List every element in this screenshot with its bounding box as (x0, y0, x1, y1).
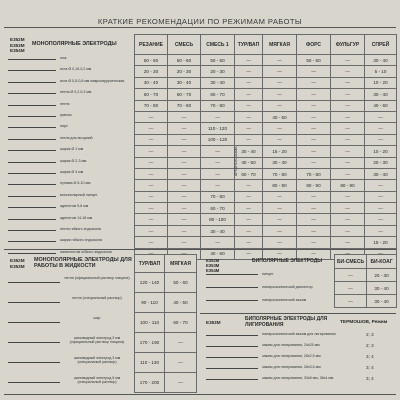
table-cell: 60 - 70 (201, 89, 235, 100)
table-cell: — (297, 111, 331, 122)
table-cell: — (263, 66, 297, 77)
column-header: ТУР/ВАП (235, 35, 263, 55)
column-header: РЕЗАНИЕ (135, 35, 168, 55)
table-row (135, 111, 397, 122)
table-cell: — (365, 180, 397, 191)
mono-header-row (135, 35, 397, 55)
table-cell: 60 - 70 (235, 168, 263, 179)
column-header: МЯГКАЯ (165, 255, 197, 273)
bipolar-models (206, 258, 219, 273)
table-cell: 80 - 90 (331, 180, 365, 191)
model-label: Е354М (10, 48, 25, 54)
table-cell: — (235, 248, 263, 259)
table-cell: — (331, 214, 365, 225)
table-cell: 70 - 80 (135, 100, 168, 111)
table-cell: 30 - 40 (168, 77, 201, 88)
table-cell: — (297, 203, 331, 214)
table-cell: 60 - 70 (165, 313, 197, 333)
table-cell: 15 - 20 (365, 237, 397, 248)
table-cell: 40 - 50 (263, 111, 297, 122)
electrode-illustration (8, 342, 60, 343)
table-cell: — (135, 180, 168, 191)
table-cell: — (135, 146, 168, 157)
table-row (135, 168, 397, 179)
electrode-illustration (206, 346, 258, 347)
liquid-table (134, 254, 197, 393)
table-cell: 80 - 90 (297, 180, 331, 191)
table-cell: 80 - 90 (263, 180, 297, 191)
table-cell: — (168, 225, 201, 236)
table-cell: — (135, 134, 168, 145)
table-cell: 15 - 20 (263, 146, 297, 157)
electrode-label: аденотом 14-18 мм (60, 215, 93, 220)
electrode-illustration (8, 253, 56, 254)
table-cell: 110 - 120 (201, 123, 235, 134)
electrode-illustration (8, 93, 56, 94)
electrode-label: нож (60, 56, 67, 60)
table-cell: — (331, 191, 365, 202)
model-label: Е352М (10, 37, 25, 42)
electrode-label: аденотом 5-8 мм (60, 204, 89, 209)
table-cell: — (165, 353, 197, 373)
table-row (135, 77, 397, 88)
table-cell: — (135, 111, 168, 122)
table-cell: 20 - 30 (367, 269, 397, 282)
table-row (135, 123, 397, 134)
table-row (135, 237, 397, 248)
electrode-label: шар (93, 316, 101, 320)
table-cell: — (331, 100, 365, 111)
table-cell: 50 - 60 (168, 55, 201, 66)
table-cell: 10 - 20 (365, 77, 397, 88)
electrode-illustration (8, 116, 56, 117)
table-cell: — (263, 248, 297, 259)
electrode-illustration (8, 184, 56, 185)
table-cell: 50 - 60 (135, 55, 168, 66)
table-cell: — (297, 89, 331, 100)
electrode-label: игла Ø 0,15-0,2 мм (60, 67, 92, 72)
electrode-label: папиллотом гибкого эндоскопа (60, 249, 112, 254)
table-cell: — (135, 225, 168, 236)
table-cell: — (135, 168, 168, 179)
table-cell: 30 - 40 (365, 168, 397, 179)
table-row (135, 225, 397, 236)
table-row (335, 282, 397, 295)
table-cell: — (235, 225, 263, 236)
model-label: Е352М (10, 258, 25, 263)
electrode-illustration (8, 127, 56, 128)
table-cell: 100 - 110 (135, 313, 165, 333)
table-cell: 50 - 60 (165, 273, 197, 293)
table-cell: — (263, 77, 297, 88)
electrode-label: игла Ø 0,5-0,8 мм микрохирургическая (60, 78, 125, 83)
table-row (135, 333, 197, 353)
electrode-illustration (8, 362, 60, 363)
electrode-label: крючок (60, 113, 72, 117)
electrode-illustration (8, 230, 56, 231)
column-header: СПРЕЙ (365, 35, 397, 55)
table-cell: — (263, 203, 297, 214)
table-row (135, 373, 197, 393)
table-cell: — (263, 191, 297, 202)
table-cell: 30 - 40 (365, 55, 397, 66)
table-cell: 80 - 100 (201, 214, 235, 225)
electrode-illustration (8, 322, 60, 323)
table-cell: — (331, 77, 365, 88)
table-cell: 30 - 40 (367, 282, 397, 295)
table-cell: — (168, 157, 201, 168)
table-cell: 10 - 20 (365, 146, 397, 157)
table-cell: 20 - 30 (365, 157, 397, 168)
table-row (135, 313, 197, 333)
electrode-illustration (206, 379, 258, 380)
section-rule (200, 313, 396, 314)
table-cell: 40 - 50 (235, 157, 263, 168)
mono-models (10, 37, 25, 54)
argon-plasma-label: АРГОНОПЛАЗМА (234, 146, 238, 176)
table-row (135, 66, 397, 77)
table-cell: 60 - 70 (135, 89, 168, 100)
table-cell: — (168, 237, 201, 248)
model-label: Е352М (206, 258, 220, 263)
column-header: ФОРС (297, 35, 331, 55)
table-cell: — (235, 191, 263, 202)
model-label: Е353М (206, 320, 221, 325)
bottom-rule (4, 394, 396, 395)
electrode-illustration (206, 368, 258, 369)
table-cell: — (297, 157, 331, 168)
table-cell: — (365, 191, 397, 202)
table-cell: — (235, 123, 263, 134)
table-row (135, 157, 397, 168)
table-cell: — (331, 157, 365, 168)
thermoseal-mode: 3; 4 (366, 365, 374, 370)
table-row (135, 353, 197, 373)
table-cell: 20 - 30 (135, 66, 168, 77)
table-cell: 30 - 40 (235, 146, 263, 157)
table-cell: — (168, 146, 201, 157)
table-cell: — (297, 237, 331, 248)
electrode-illustration (206, 287, 258, 288)
table-cell: — (135, 237, 168, 248)
table-cell: — (297, 100, 331, 111)
table-cell: — (168, 168, 201, 179)
table-cell: 40 - 60 (201, 248, 235, 259)
table-cell: — (263, 225, 297, 236)
table-row (335, 295, 397, 308)
table-cell: — (168, 191, 201, 202)
electrode-label: зажим для лигирования, 28х2,5 мм (262, 354, 321, 358)
table-row (135, 55, 397, 66)
table-cell: — (168, 180, 201, 191)
table-cell: 30 - 40 (201, 77, 235, 88)
column-header: СМЕСЬ (168, 35, 201, 55)
table-cell: — (297, 66, 331, 77)
table-cell: — (297, 214, 331, 225)
table-cell: 70 - 80 (201, 100, 235, 111)
table-cell: — (331, 55, 365, 66)
table-cell: 40 - 60 (365, 100, 397, 111)
table-cell: — (263, 55, 297, 66)
electrode-label: шиповидный электрод 5 мм (специальный раствор) (73, 376, 121, 384)
table-cell: — (335, 295, 367, 308)
table-cell: — (201, 157, 235, 168)
table-cell: — (135, 123, 168, 134)
electrode-label: пуговка Ø 6-10 мм (60, 181, 91, 186)
table-cell: — (135, 191, 168, 202)
electrode-label: петля для эксцизий (60, 135, 93, 140)
table-cell: — (263, 134, 297, 145)
table-cell: 60 - 70 (201, 203, 235, 214)
thermoseal-mode: 3; 4 (366, 376, 374, 381)
electrode-label: петля (официальный раствор глицина) (64, 276, 130, 280)
electrode-illustration (8, 139, 56, 140)
table-cell: 70 - 80 (263, 168, 297, 179)
model-label: Е354М (206, 268, 220, 273)
electrode-label: зажим для лигирования, 33х8 мм, 38х4 мм (262, 376, 334, 380)
table-cell: — (165, 333, 197, 353)
table-row (135, 100, 397, 111)
thermoseal-mode: 2; 3 (366, 343, 374, 348)
electrode-label: петля (специальный раствор) (72, 296, 122, 300)
table-cell: — (297, 225, 331, 236)
table-cell: — (263, 214, 297, 225)
electrode-illustration (8, 162, 56, 163)
table-row (135, 146, 397, 157)
table-cell: — (297, 134, 331, 145)
table-cell: — (297, 248, 331, 259)
ligation-heading: БИПОЛЯРНЫЕ ЭЛЕКТРОДЫ ДЛЯ ЛИГИРОВАНИЯ (245, 316, 328, 328)
electrode-illustration (8, 82, 56, 83)
electrode-illustration (8, 207, 56, 208)
table-cell: 170 - 200 (135, 373, 165, 393)
table-cell: 50 - 60 (201, 55, 235, 66)
table-cell: — (365, 111, 397, 122)
table-cell: 70 - 80 (201, 191, 235, 202)
table-row (135, 214, 397, 225)
table-row (135, 180, 397, 191)
table-cell: 90 - 110 (135, 293, 165, 313)
table-cell: — (201, 180, 235, 191)
table-cell: 70 - 80 (297, 168, 331, 179)
electrode-label: шарик Ø 2-3 мм (60, 158, 87, 163)
table-cell: — (235, 55, 263, 66)
electrode-label: петля Ø 0,2-0,3 мм (60, 90, 92, 95)
table-cell: — (365, 225, 397, 236)
table-cell: 5 - 10 (365, 66, 397, 77)
table-cell: — (235, 134, 263, 145)
column-header: БИ-СМЕСЬ (335, 255, 367, 269)
electrode-label: шарик Ø 4 мм (60, 170, 84, 174)
table-cell: — (331, 134, 365, 145)
model-label: Е353М (10, 263, 25, 269)
table-cell: — (235, 111, 263, 122)
column-header: ФУЛЬГУР (331, 35, 365, 55)
table-cell: — (263, 89, 297, 100)
table-cell: — (297, 191, 331, 202)
table-row (135, 203, 397, 214)
electrode-label: петля (60, 101, 70, 106)
table-cell: — (365, 123, 397, 134)
table-cell: — (263, 100, 297, 111)
bipolar-heading: БИПОЛЯРНЫЕ ЭЛЕКТРОДЫ (252, 258, 323, 264)
liquid-heading: МОНОПОЛЯРНЫЕ ЭЛЕКТРОДЫ ДЛЯ РАБОТЫ В ЖИДКОСТИ (34, 257, 132, 269)
electrode-illustration (8, 59, 56, 60)
table-cell: — (335, 282, 367, 295)
table-cell: 100 - 120 (201, 134, 235, 145)
table-cell: — (331, 237, 365, 248)
table-row (135, 191, 397, 202)
table-cell: — (201, 168, 235, 179)
table-cell: — (201, 237, 235, 248)
electrode-illustration (8, 150, 56, 151)
electrode-illustration (8, 241, 56, 242)
table-cell: — (365, 203, 397, 214)
table-cell: 30 - 40 (367, 295, 397, 308)
table-cell: — (168, 123, 201, 134)
table-cell: 60 - 70 (168, 89, 201, 100)
electrode-label: лапароскопический диссектор (262, 285, 313, 289)
table-cell: — (331, 203, 365, 214)
table-cell: — (335, 269, 367, 282)
table-cell: — (235, 66, 263, 77)
table-cell: — (235, 180, 263, 191)
electrode-illustration (8, 302, 60, 303)
electrode-illustration (8, 173, 56, 174)
table-cell: — (235, 214, 263, 225)
table-row (135, 134, 397, 145)
bipolar-header-row (335, 255, 397, 269)
liquid-models (10, 258, 25, 269)
column-header: МЯГКАЯ (263, 35, 297, 55)
table-cell: — (235, 203, 263, 214)
table-cell: — (235, 77, 263, 88)
page-title: КРАТКИЕ РЕКОМЕНДАЦИИ ПО РЕЖИМАМ РАБОТЫ (97, 17, 303, 26)
table-cell: — (365, 214, 397, 225)
table-row (135, 273, 197, 293)
table-row (135, 89, 397, 100)
table-cell: 30 - 40 (365, 89, 397, 100)
table-cell: — (331, 123, 365, 134)
column-header: БИ-КОАГ (367, 255, 397, 269)
electrode-illustration (8, 105, 56, 106)
table-cell: 30 - 40 (201, 225, 235, 236)
table-cell: — (168, 134, 201, 145)
model-label: Е353М (206, 263, 220, 268)
ligation-column-header: ТЕРМОШОВ, Режим (340, 320, 388, 325)
table-cell: 40 - 50 (165, 293, 197, 313)
table-cell: — (365, 134, 397, 145)
electrode-label: зажим для лигирования, 24х25 мм (262, 343, 320, 347)
electrode-illustration (206, 335, 258, 336)
electrode-illustration (8, 282, 60, 283)
table-cell: 50 - 60 (297, 55, 331, 66)
table-cell: — (331, 111, 365, 122)
table-cell: — (331, 89, 365, 100)
table-cell: — (235, 100, 263, 111)
table-cell: — (331, 66, 365, 77)
electrode-label: зажим для лигирования, 28х3,5 мм (262, 365, 321, 369)
ligation-models (206, 320, 221, 326)
table-cell: — (168, 214, 201, 225)
column-header: СМЕСЬ 1 (201, 35, 235, 55)
table-cell: — (331, 225, 365, 236)
table-cell: 110 - 130 (135, 353, 165, 373)
table-cell: — (135, 203, 168, 214)
liquid-header-row (135, 255, 197, 273)
table-cell: — (235, 237, 263, 248)
electrode-illustration (8, 70, 56, 71)
thermoseal-mode: 3; 4 (366, 354, 374, 359)
table-cell: — (135, 214, 168, 225)
table-cell: 30 - 40 (135, 77, 168, 88)
mono-table (134, 34, 397, 260)
table-cell: — (168, 203, 201, 214)
electrode-label: пинцет (262, 272, 274, 276)
table-cell: — (201, 146, 235, 157)
electrode-label: петля гибкого эндоскопа (60, 227, 101, 231)
electrode-illustration (8, 196, 56, 197)
table-row (335, 269, 397, 282)
electrode-label: лапароскопический зажим для лигирования (262, 332, 336, 336)
thermoseal-mode: 2; 3 (366, 332, 374, 337)
table-cell: — (235, 89, 263, 100)
table-cell: 170 - 190 (135, 333, 165, 353)
table-cell: — (297, 77, 331, 88)
electrode-label: шарик гибкого эндоскопа (60, 238, 102, 243)
table-cell: 70 - 80 (168, 100, 201, 111)
electrode-illustration (8, 382, 60, 383)
column-header: ТУР/ВАП (135, 255, 165, 273)
table-cell: 20 - 30 (168, 66, 201, 77)
mono-heading: МОНОПОЛЯРНЫЕ ЭЛЕКТРОДЫ (32, 41, 117, 47)
table-cell: — (331, 168, 365, 179)
electrode-label: шиповидный электрод 3 мм (официальный раствор глицина) (69, 336, 125, 344)
table-cell: 120 - 140 (135, 273, 165, 293)
table-cell: — (168, 111, 201, 122)
section-rule (4, 249, 396, 250)
electrode-label: лапароскопический зажим (262, 298, 307, 302)
electrode-label: шиповидный электрод 3 мм (специальный раствор) (73, 356, 121, 364)
title-rule (4, 27, 396, 28)
bipolar-table (334, 254, 397, 308)
table-cell: — (201, 111, 235, 122)
table-cell: — (135, 157, 168, 168)
table-cell: 20 - 30 (201, 66, 235, 77)
electrode-label: монополярный пинцет (60, 192, 98, 197)
table-cell: 30 - 40 (263, 157, 297, 168)
model-label: Е353М (10, 42, 25, 48)
electrode-label: пирс (60, 124, 68, 129)
table-cell: — (165, 373, 197, 393)
table-cell: — (297, 123, 331, 134)
electrode-illustration (206, 300, 258, 301)
table-cell: — (263, 123, 297, 134)
electrode-illustration (8, 219, 56, 220)
electrode-label: шарик Ø 1 мм (60, 147, 84, 152)
table-cell: — (263, 237, 297, 248)
table-row (135, 293, 197, 313)
electrode-illustration (206, 274, 258, 275)
electrode-illustration (206, 357, 258, 358)
table-cell: — (297, 146, 331, 157)
table-cell: — (331, 146, 365, 157)
